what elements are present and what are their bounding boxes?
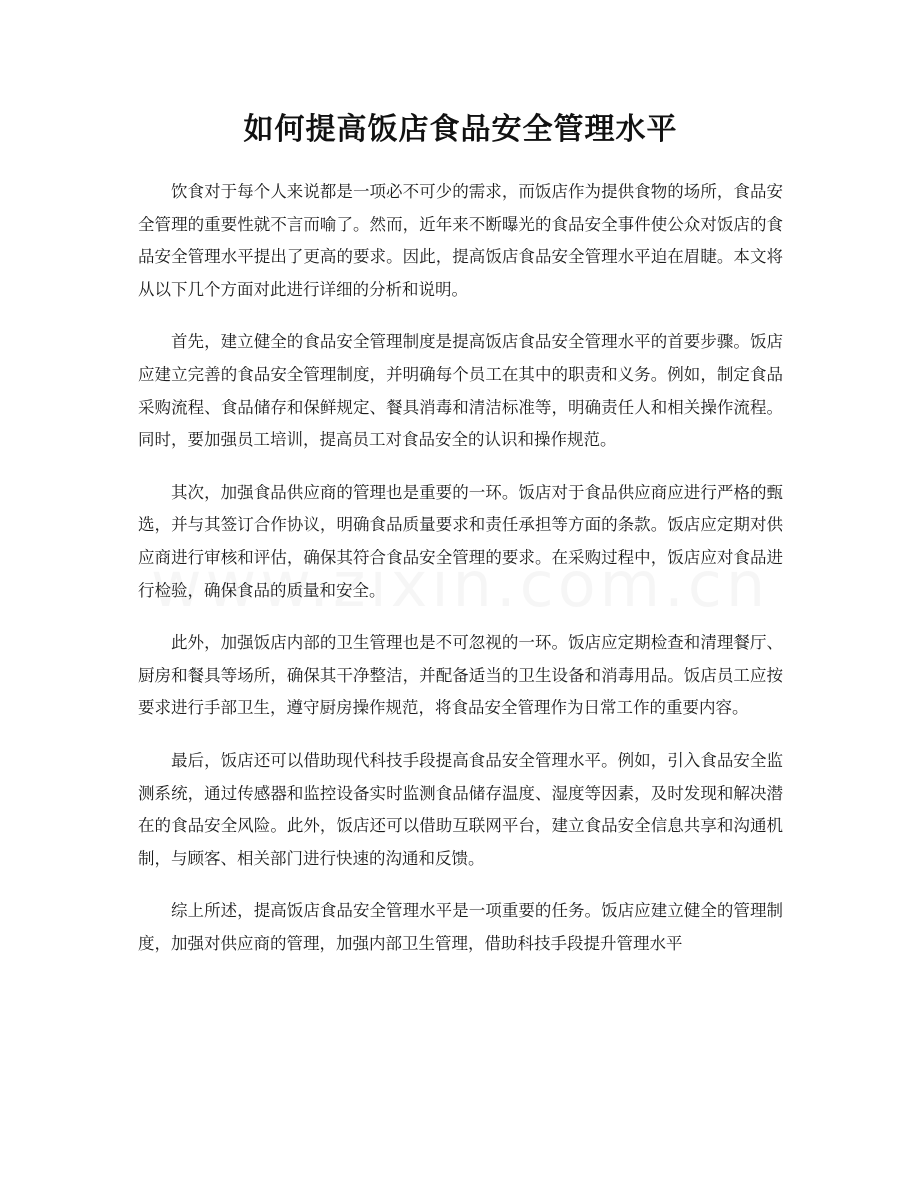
paragraph-supplier-management: 其次，加强食品供应商的管理也是重要的一环。饭店对于食品供应商应进行严格的甄选，并与其签订合作协议，明确食品质量要求和责任承担等方面的条款。饭店应定期对供应商进行审核和评估，确保其符合食品安全管理的要求。在采购过程中，饭店应对食品进行检验，确保食品的质量和安全。 <box>138 482 783 600</box>
paragraph-hygiene-management: 此外，加强饭店内部的卫生管理也是不可忽视的一环。饭店应定期检查和清理餐厅、厨房和餐具等场所，确保其干净整洁，并配备适当的卫生设备和消毒用品。饭店员工应按要求进行手部卫生，遵守厨房操作规范，将食品安全管理作为日常工作的重要内容。 <box>138 633 783 718</box>
document-title: 如何提高饭店食品安全管理水平 <box>243 112 678 147</box>
paragraph-management-system: 首先，建立健全的食品安全管理制度是提高饭店食品安全管理水平的首要步骤。饭店应建立完善的食品安全管理制度，并明确每个员工在其中的职责和义务。例如，制定食品采购流程、食品储存和保鲜规定、餐具消毒和清洁标准等，明确责任人和相关操作流程。同时，要加强员工培训，提高员工对食品安全的认识和操作规范。 <box>138 332 783 450</box>
paragraph-technology: 最后，饭店还可以借助现代科技手段提高食品安全管理水平。例如，引入食品安全监测系统，通过传感器和监控设备实时监测食品储存温度、湿度等因素，及时发现和解决潜在的食品安全风险。此外，饭店还可以借助互联网平台，建立食品安全信息共享和沟通机制，与顾客、相关部门进行快速的沟通和反馈。 <box>138 750 783 868</box>
paragraph-conclusion: 综上所述，提高饭店食品安全管理水平是一项重要的任务。饭店应建立健全的管理制度，加强对供应商的管理，加强内部卫生管理，借助科技手段提升管理水平 <box>138 901 783 953</box>
paragraph-intro: 饮食对于每个人来说都是一项必不可少的需求，而饭店作为提供食物的场所，食品安全管理的重要性就不言而喻了。然而，近年来不断曝光的食品安全事件使公众对饭店的食品安全管理水平提出了更高的要求。因此，提高饭店食品安全管理水平迫在眉睫。本文将从以下几个方面对此进行详细的分析和说明。 <box>138 182 783 299</box>
document-body <box>138 176 783 960</box>
